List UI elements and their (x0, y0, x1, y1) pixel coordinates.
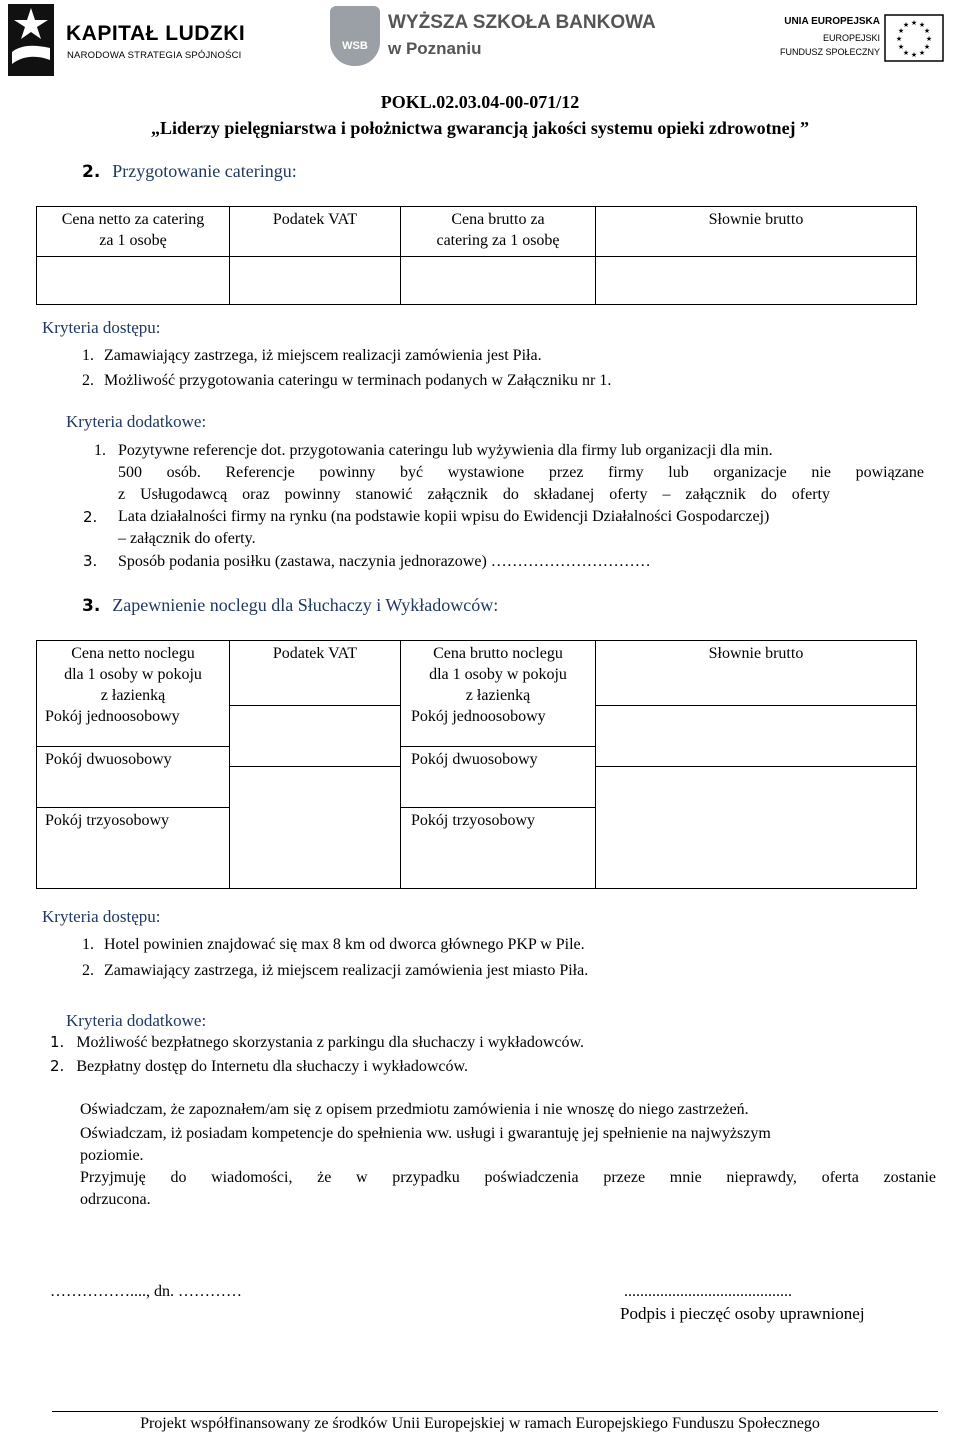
header-text: Cena netto noclegu (71, 645, 195, 662)
statement-2a: Oświadczam, iż posiadam kompetencje do spełnienia ww. usługi i gwarantuję jej spełnienie na najwyższym (80, 1125, 771, 1142)
kl-title: KAPITAŁ LUDZKI (66, 22, 246, 45)
list-text: Hotel powinien znajdować się max 8 km od dworca głównego PKP w Pile. (104, 936, 585, 953)
project-code: POKL.02.03.04-00-071/12 (380, 92, 580, 112)
room-label: Pokój dwuosobowy (411, 751, 538, 768)
catering-table (36, 206, 917, 305)
eu-logo (780, 10, 950, 70)
extra-2-line1: Lata działalności firmy na rynku (na podstawie kopii wpisu do Ewidencji Działalności Gospodarczej) (118, 508, 770, 525)
room-triple-vat[interactable] (230, 766, 400, 827)
wsb-name: WYŻSZA SZKOŁA BANKOWA (388, 12, 656, 33)
list-number: 1. (82, 347, 94, 364)
section2-access-title: Kryteria dostępu: (42, 318, 161, 337)
catering-words-input[interactable] (596, 256, 916, 304)
section3-access-item (82, 960, 588, 982)
svg-text:★: ★ (910, 51, 918, 59)
eu-line3: FUNDUSZ SPOŁECZNY (780, 47, 881, 57)
kapital-ludzki-emblem-icon (6, 2, 56, 78)
list-text: Zamawiający zastrzega, iż miejscem realizacji zamówienia jest Piła. (104, 347, 542, 364)
kl-subtitle: NARODOWA STRATEGIA SPÓJNOŚCI (67, 50, 242, 61)
room-label: Pokój trzyosobowy (411, 812, 535, 829)
header-text: Podatek VAT (272, 645, 358, 662)
list-number: 3. (83, 552, 98, 570)
catering-col-words (596, 207, 917, 305)
accommodation-col-vat (230, 641, 401, 889)
svg-text:★: ★ (923, 43, 931, 51)
svg-text:★: ★ (897, 43, 905, 51)
svg-text:★: ★ (925, 35, 933, 43)
header-text: Cena netto za catering (61, 211, 205, 228)
room-double-netto[interactable] (37, 746, 229, 807)
catering-vat-input[interactable] (230, 256, 400, 304)
accommodation-col-netto (37, 641, 230, 889)
header-text: z łazienką (465, 687, 531, 704)
list-number: 2. (82, 962, 94, 979)
project-title: „Liderzy pielęgniarstwa i położnictwa gwarancją jakości systemu opieki zdrowotnej ” (150, 118, 810, 138)
statement-1: Oświadczam, że zapoznałem/am się z opisem przedmiotu zamówienia i nie wnoszę do niego zastrzeżeń. (80, 1101, 749, 1118)
svg-text:★: ★ (902, 49, 910, 57)
kapital-ludzki-logo (6, 2, 246, 82)
header-text: Słownie brutto (708, 645, 804, 662)
list-number: 2. (82, 372, 94, 389)
section3-access-title: Kryteria dostępu: (42, 907, 161, 926)
list-number: 1. (50, 1033, 65, 1051)
section3-title: Zapewnienie noclegu dla Słuchaczy i Wykładowców: (112, 595, 499, 615)
section2-heading (82, 161, 297, 182)
room-double-vat[interactable] (230, 705, 400, 766)
statement-2b: poziomie. (80, 1147, 144, 1164)
catering-col-brutto (401, 207, 596, 305)
room-label: Pokój jednoosobowy (411, 708, 546, 725)
svg-text:★: ★ (902, 21, 910, 29)
section2-extra-title: Kryteria dodatkowe: (66, 412, 207, 431)
accommodation-col-brutto (401, 641, 596, 889)
svg-text:★: ★ (918, 49, 926, 57)
accommodation-col-words (596, 641, 917, 889)
room-double-brutto[interactable] (401, 746, 595, 807)
list-text: Bezpłatny dostęp do Internetu dla słuchaczy i wykładowców. (76, 1058, 469, 1075)
room-label: Pokój dwuosobowy (45, 751, 172, 768)
catering-netto-input[interactable] (37, 256, 229, 304)
svg-text:★: ★ (918, 21, 926, 29)
footer-divider (52, 1411, 938, 1412)
section3-extra-title: Kryteria dodatkowe: (66, 1011, 207, 1030)
svg-text:★: ★ (910, 19, 918, 27)
svg-text:★: ★ (923, 27, 931, 35)
extra-1-line3: z Usługodawcą oraz powinny stanowić załącznik do składanej oferty – załącznik do oferty (118, 486, 830, 503)
list-number: 1. (82, 936, 94, 953)
section2-access-item (82, 345, 542, 367)
list-text: Zamawiający zastrzega, iż miejscem realizacji zamówienia jest miasto Piła. (104, 962, 589, 979)
signature-dots[interactable]: .......................................... (624, 1283, 792, 1300)
list-text: Możliwość przygotowania cateringu w terminach podanych w Załączniku nr 1. (104, 372, 612, 389)
room-triple-brutto[interactable] (401, 807, 595, 868)
list-number: 2. (50, 1057, 65, 1075)
statement-3b: odrzucona. (80, 1191, 151, 1208)
room-double-words[interactable] (596, 705, 916, 766)
section3-number: 3. (82, 596, 101, 616)
eu-line2: EUROPEJSKI (822, 33, 880, 43)
extra-1-line2: 500 osób. Referencje powinny być wystawione przez firmy lub organizacje nie powiązane (118, 464, 924, 481)
catering-brutto-input[interactable] (401, 256, 595, 304)
room-triple-netto[interactable] (37, 807, 229, 868)
catering-col-netto (37, 207, 230, 305)
header-text: catering za 1 osobę (436, 232, 560, 249)
section3-access-item (82, 934, 585, 956)
section2-number: 2. (82, 162, 101, 182)
svg-text:★: ★ (897, 27, 905, 35)
room-single-netto[interactable] (37, 706, 229, 746)
section2-access-item (82, 370, 611, 392)
header-text: z łazienką (100, 687, 166, 704)
svg-text:★: ★ (895, 35, 903, 43)
room-single-brutto[interactable] (401, 706, 595, 746)
place-date-field[interactable]: ……………...., dn. ………… (50, 1283, 242, 1300)
header-text: Cena brutto noclegu (433, 645, 563, 662)
header-text: dla 1 osoby w pokoju (64, 666, 202, 683)
section3-extra-item (50, 1031, 584, 1054)
header-text: dla 1 osoby w pokoju (429, 666, 567, 683)
eu-line1: UNIA EUROPEJSKA (784, 16, 880, 27)
statement-3a: Przyjmuję do wiadomości, że w przypadku poświadczenia przeze mnie nieprawdy, oferta zostanie (80, 1169, 936, 1186)
signature-label: Podpis i pieczęć osoby uprawnionej (620, 1304, 865, 1323)
list-text: Możliwość bezpłatnego skorzystania z parkingu dla słuchaczy i wykładowców. (76, 1034, 585, 1051)
room-label: Pokój jednoosobowy (45, 708, 180, 725)
eu-flag-icon (884, 14, 944, 62)
extra-2-line2: – załącznik do oferty. (118, 530, 256, 547)
extra-1-line1: Pozytywne referencje dot. przygotowania cateringu lub wyżywienia dla firmy lub organizacji dla min. (118, 442, 773, 459)
section3-extra-item (50, 1055, 468, 1078)
accommodation-table (36, 640, 917, 889)
header-text: za 1 osobę (99, 232, 167, 249)
wsb-city: w Poznaniu (388, 39, 482, 58)
footer-text: Projekt współfinansowany ze środków Unii Europejskiej w ramach Europejskiego Funduszu Społecznego (140, 1415, 820, 1432)
room-triple-words[interactable] (596, 766, 916, 827)
section3-heading (82, 595, 498, 616)
list-number: 1. (94, 442, 106, 459)
list-number: 2. (83, 508, 98, 526)
catering-col-vat (230, 207, 401, 305)
header-text: Cena brutto za (451, 211, 545, 228)
extra-3-line1: Sposób podania posiłku (zastawa, naczynia jednorazowe) ………………………… (118, 553, 651, 570)
header-text: Słownie brutto (708, 211, 804, 228)
wsb-badge-text: WSB (342, 40, 368, 52)
room-label: Pokój trzyosobowy (45, 812, 169, 829)
wsb-logo (330, 6, 670, 70)
section2-title: Przygotowanie cateringu: (112, 161, 297, 181)
header-text: Podatek VAT (272, 211, 358, 228)
